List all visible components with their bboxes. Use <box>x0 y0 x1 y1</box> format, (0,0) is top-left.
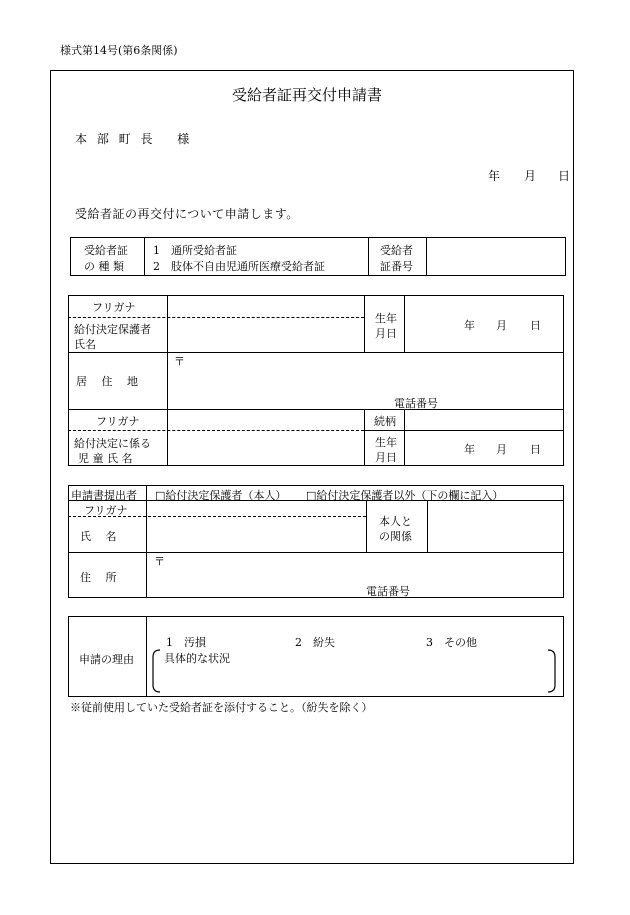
submitter-phone-label: 電話番号 <box>366 585 410 598</box>
guardian-name-field[interactable] <box>171 320 361 349</box>
child-name-label-1: 給付決定に係る <box>74 437 151 450</box>
submitter-address-field[interactable] <box>150 565 560 581</box>
submitter-name-field[interactable] <box>150 519 362 549</box>
submitter-postal-mark: 〒 <box>154 555 165 568</box>
child-relation-label: 続柄 <box>374 415 396 428</box>
submitter-furigana-label: フリガナ <box>84 504 128 517</box>
guardian-name-label-2: 氏名 <box>74 338 96 351</box>
date-month: 月 <box>524 169 537 183</box>
form-frame <box>50 70 574 864</box>
guardian-postal-mark: 〒 <box>174 355 185 368</box>
residence-field[interactable] <box>171 365 561 393</box>
guardian-birth-year: 年 <box>464 319 475 332</box>
cert-type-label-2: の 種 類 <box>84 260 124 273</box>
addressee: 本 部 町 長 様 <box>75 132 193 146</box>
child-birth-label-1: 生年 <box>375 436 397 449</box>
statement: 受給者証の再交付について申請します。 <box>75 207 299 221</box>
submitter-relation-label-2: の関係 <box>379 530 412 543</box>
form-title: 受給者証再交付申請書 <box>232 86 383 104</box>
guardian-furigana-label: フリガナ <box>92 301 136 314</box>
submitter-furigana-field[interactable] <box>150 502 362 514</box>
guardian-phone-label: 電話番号 <box>394 397 438 410</box>
guardian-birth-month: 月 <box>496 319 507 332</box>
child-birth-day: 日 <box>530 443 541 456</box>
submitter-relation-field[interactable] <box>431 503 561 549</box>
child-birth-month: 月 <box>496 443 507 456</box>
child-furigana-field[interactable] <box>171 412 361 428</box>
guardian-birth-day: 日 <box>530 319 541 332</box>
cert-option-1: 1 通所受給者証 <box>153 244 237 257</box>
date-year: 年 <box>488 169 501 183</box>
submitter-relation-label-1: 本人と <box>379 515 412 528</box>
child-name-field[interactable] <box>171 433 361 463</box>
cert-number-label-1: 受給者 <box>380 244 413 257</box>
reason-detail-field[interactable] <box>158 666 550 692</box>
child-relation-field[interactable] <box>408 412 561 428</box>
child-birth-year: 年 <box>464 443 475 456</box>
guardian-furigana-field[interactable] <box>171 298 361 315</box>
guardian-birth-label-2: 月日 <box>375 327 397 340</box>
cert-option-2: 2 肢体不自由児通所医療受給者証 <box>153 260 325 273</box>
reason-detail-label: 具体的な状況 <box>164 652 230 665</box>
cert-number-field[interactable] <box>430 241 562 272</box>
reason-option-other[interactable]: 3 その他 <box>426 636 477 649</box>
submitter-name-label: 氏 名 <box>80 530 117 543</box>
cert-number-label-2: 証番号 <box>380 260 413 273</box>
reason-option-lost[interactable]: 2 紛失 <box>295 636 335 649</box>
child-furigana-label: フリガナ <box>96 415 140 428</box>
child-birth-label-2: 月日 <box>375 451 397 464</box>
attachment-note: ※従前使用していた受給者証を添付すること。（紛失を除く） <box>70 701 373 714</box>
submitter-option-other[interactable]: □給付決定保護者以外（下の欄に記入） <box>306 489 504 502</box>
residence-label: 居 住 地 <box>76 375 138 388</box>
submitter-label: 申請書提出者 <box>71 489 137 502</box>
guardian-birth-label-1: 生年 <box>375 312 397 325</box>
date-day: 日 <box>558 169 571 183</box>
reason-label: 申請の理由 <box>79 653 134 666</box>
submitter-address-label: 住 所 <box>80 571 117 584</box>
reason-option-soiled[interactable]: 1 汚損 <box>166 636 206 649</box>
cert-type-label-1: 受給者証 <box>84 244 128 257</box>
form-number: 様式第14号(第6条関係) <box>60 44 178 57</box>
child-name-label-2: 児 童 氏 名 <box>78 452 133 465</box>
submitter-option-self[interactable]: □給付決定保護者（本人） <box>155 489 287 502</box>
guardian-name-label-1: 給付決定保護者 <box>74 323 151 336</box>
